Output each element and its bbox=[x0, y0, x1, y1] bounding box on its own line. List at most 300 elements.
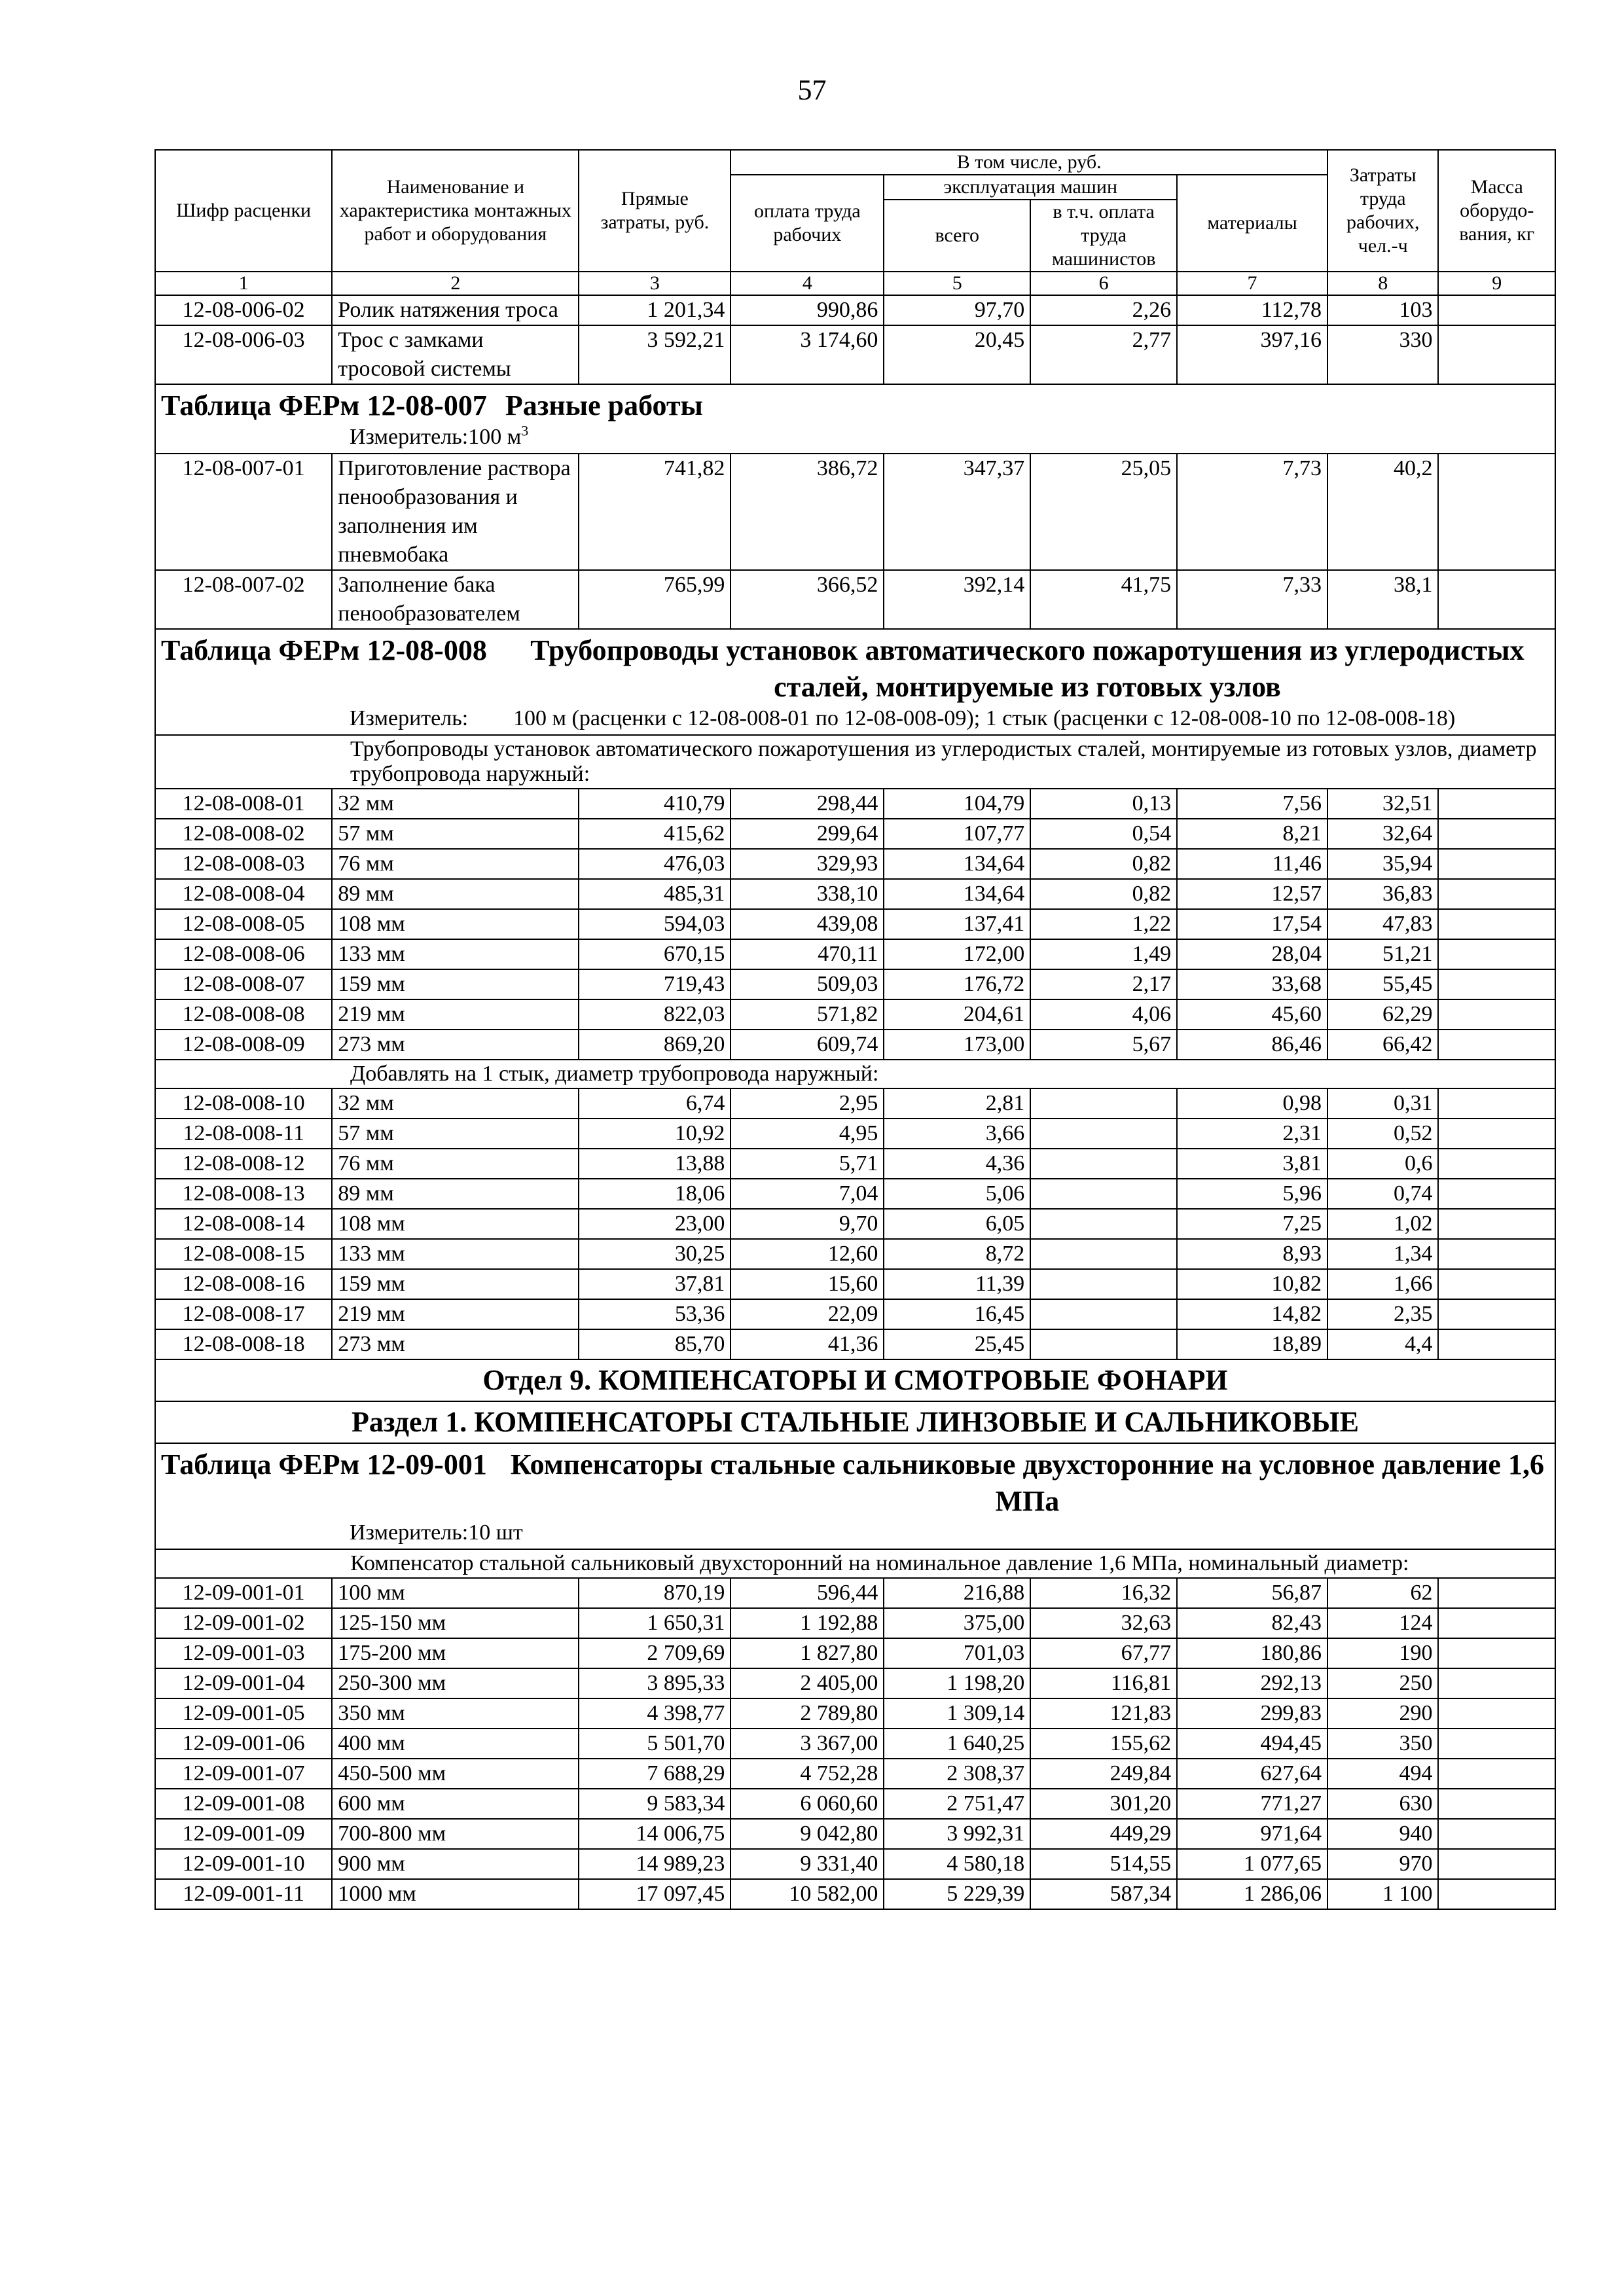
labor-pay-cell: 366,52 bbox=[731, 570, 884, 629]
work-name-cell: Заполнение бака пенообразователем bbox=[332, 570, 579, 629]
work-name-cell: 273 мм bbox=[332, 1030, 579, 1060]
work-name-cell: 450-500 мм bbox=[332, 1759, 579, 1789]
labor-pay-cell: 3 367,00 bbox=[731, 1729, 884, 1759]
rate-code-cell: 12-09-001-05 bbox=[155, 1698, 332, 1729]
labor-hours-cell: 1,34 bbox=[1327, 1239, 1438, 1269]
materials-cost-cell: 180,86 bbox=[1177, 1638, 1327, 1668]
labor-hours-cell: 290 bbox=[1327, 1698, 1438, 1729]
work-name-cell: 32 мм bbox=[332, 789, 579, 819]
header-labor-cost: Затраты труда рабочих, чел.-ч bbox=[1327, 150, 1438, 272]
equipment-mass-cell bbox=[1438, 1698, 1555, 1729]
labor-pay-cell: 298,44 bbox=[731, 789, 884, 819]
labor-hours-cell: 66,42 bbox=[1327, 1030, 1438, 1060]
materials-cost-cell: 771,27 bbox=[1177, 1789, 1327, 1819]
machinists-pay-cell bbox=[1030, 1149, 1177, 1179]
table-row bbox=[155, 1729, 1555, 1759]
labor-pay-cell: 7,04 bbox=[731, 1179, 884, 1209]
labor-hours-cell: 190 bbox=[1327, 1638, 1438, 1668]
header-name: Наименование и характеристика монтажных работ и оборудования bbox=[332, 150, 579, 272]
work-name-cell: Ролик натяжения троса bbox=[332, 295, 579, 325]
col-number: 1 bbox=[155, 272, 332, 295]
labor-pay-cell: 2 405,00 bbox=[731, 1668, 884, 1698]
equipment-mass-cell bbox=[1438, 1849, 1555, 1879]
machines-cost-cell: 347,37 bbox=[884, 454, 1030, 570]
machinists-pay-cell: 41,75 bbox=[1030, 570, 1177, 629]
machinists-pay-cell: 0,54 bbox=[1030, 819, 1177, 849]
col-number: 6 bbox=[1030, 272, 1177, 295]
machinists-pay-cell: 5,67 bbox=[1030, 1030, 1177, 1060]
table-12-09-001 bbox=[155, 1443, 1555, 1578]
rate-code-cell: 12-08-008-06 bbox=[155, 939, 332, 969]
machines-cost-cell: 134,64 bbox=[884, 879, 1030, 909]
direct-cost-cell: 18,06 bbox=[579, 1179, 731, 1209]
measure-row bbox=[155, 1520, 1555, 1549]
machinists-pay-cell: 4,06 bbox=[1030, 999, 1177, 1030]
direct-cost-cell: 670,15 bbox=[579, 939, 731, 969]
materials-cost-cell: 0,98 bbox=[1177, 1088, 1327, 1119]
machines-cost-cell: 16,45 bbox=[884, 1299, 1030, 1329]
table-title: Разные работы bbox=[505, 389, 703, 422]
table-row bbox=[155, 1638, 1555, 1668]
materials-cost-cell: 1 077,65 bbox=[1177, 1849, 1327, 1879]
machines-cost-cell: 375,00 bbox=[884, 1608, 1030, 1638]
machines-cost-cell: 2,81 bbox=[884, 1088, 1030, 1119]
direct-cost-cell: 5 501,70 bbox=[579, 1729, 731, 1759]
table-row bbox=[155, 909, 1555, 939]
materials-cost-cell: 7,56 bbox=[1177, 789, 1327, 819]
machinists-pay-cell: 116,81 bbox=[1030, 1668, 1177, 1698]
labor-pay-cell: 22,09 bbox=[731, 1299, 884, 1329]
table-row bbox=[155, 819, 1555, 849]
direct-cost-cell: 3 895,33 bbox=[579, 1668, 731, 1698]
rows-12-08-007 bbox=[155, 454, 1555, 629]
machinists-pay-cell: 301,20 bbox=[1030, 1789, 1177, 1819]
table-row bbox=[155, 1179, 1555, 1209]
machines-cost-cell: 1 198,20 bbox=[884, 1668, 1030, 1698]
equipment-mass-cell bbox=[1438, 999, 1555, 1030]
materials-cost-cell: 18,89 bbox=[1177, 1329, 1327, 1359]
group-description-row bbox=[155, 735, 1555, 789]
labor-hours-cell: 940 bbox=[1327, 1819, 1438, 1849]
table-title: Трубопроводы установок автоматического пожаротушения из углеродистых сталей, монтируемые из готовых узлов bbox=[530, 634, 1525, 703]
machines-cost-cell: 5,06 bbox=[884, 1179, 1030, 1209]
table-row bbox=[155, 1879, 1555, 1909]
labor-hours-cell: 4,4 bbox=[1327, 1329, 1438, 1359]
table-row bbox=[155, 999, 1555, 1030]
work-name-cell: 350 мм bbox=[332, 1698, 579, 1729]
direct-cost-cell: 3 592,21 bbox=[579, 325, 731, 384]
rate-code-cell: 12-08-008-18 bbox=[155, 1329, 332, 1359]
direct-cost-cell: 719,43 bbox=[579, 969, 731, 999]
equipment-mass-cell bbox=[1438, 909, 1555, 939]
direct-cost-cell: 741,82 bbox=[579, 454, 731, 570]
equipment-mass-cell bbox=[1438, 789, 1555, 819]
machines-cost-cell: 2 751,47 bbox=[884, 1789, 1030, 1819]
equipment-mass-cell bbox=[1438, 1668, 1555, 1698]
measure-label: Измеритель: bbox=[350, 1520, 469, 1545]
direct-cost-cell: 1 650,31 bbox=[579, 1608, 731, 1638]
machinists-pay-cell bbox=[1030, 1269, 1177, 1299]
machinists-pay-cell bbox=[1030, 1299, 1177, 1329]
rate-code-cell: 12-09-001-01 bbox=[155, 1578, 332, 1608]
machines-cost-cell: 11,39 bbox=[884, 1269, 1030, 1299]
materials-cost-cell: 7,73 bbox=[1177, 454, 1327, 570]
labor-pay-cell: 386,72 bbox=[731, 454, 884, 570]
header-machines: эксплуатация машин bbox=[884, 175, 1177, 200]
rate-code-cell: 12-08-008-03 bbox=[155, 849, 332, 879]
measure-value: 100 м (расценки с 12-08-008-01 по 12-08-008-09); 1 стык (расценки с 12-08-008-10 по 12-08-008-18) bbox=[513, 706, 1456, 730]
labor-hours-cell: 32,64 bbox=[1327, 819, 1438, 849]
machinists-pay-cell bbox=[1030, 1329, 1177, 1359]
work-name-cell: 108 мм bbox=[332, 1209, 579, 1239]
work-name-cell: 1000 мм bbox=[332, 1879, 579, 1909]
labor-hours-cell: 36,83 bbox=[1327, 879, 1438, 909]
header-machinists-pay: в т.ч. оплата труда машинистов bbox=[1030, 200, 1177, 272]
equipment-mass-cell bbox=[1438, 1269, 1555, 1299]
equipment-mass-cell bbox=[1438, 849, 1555, 879]
machinists-pay-cell: 2,77 bbox=[1030, 325, 1177, 384]
work-name-cell: 159 мм bbox=[332, 1269, 579, 1299]
equipment-mass-cell bbox=[1438, 939, 1555, 969]
machines-cost-cell: 134,64 bbox=[884, 849, 1030, 879]
table-row bbox=[155, 1030, 1555, 1060]
materials-cost-cell: 7,25 bbox=[1177, 1209, 1327, 1239]
direct-cost-cell: 1 201,34 bbox=[579, 295, 731, 325]
header-direct: Прямые затраты, руб. bbox=[579, 150, 731, 272]
materials-cost-cell: 10,82 bbox=[1177, 1269, 1327, 1299]
table-row bbox=[155, 789, 1555, 819]
work-name-cell: 89 мм bbox=[332, 879, 579, 909]
labor-pay-cell: 1 192,88 bbox=[731, 1608, 884, 1638]
table-row bbox=[155, 1209, 1555, 1239]
work-name-cell: 89 мм bbox=[332, 1179, 579, 1209]
rate-code-cell: 12-08-008-07 bbox=[155, 969, 332, 999]
measure-label: Измеритель: bbox=[350, 425, 469, 449]
rate-code-cell: 12-08-007-01 bbox=[155, 454, 332, 570]
labor-pay-cell: 9 331,40 bbox=[731, 1849, 884, 1879]
machines-cost-cell: 216,88 bbox=[884, 1578, 1030, 1608]
materials-cost-cell: 8,93 bbox=[1177, 1239, 1327, 1269]
table-row bbox=[155, 1668, 1555, 1698]
machinists-pay-cell: 249,84 bbox=[1030, 1759, 1177, 1789]
machines-cost-cell: 97,70 bbox=[884, 295, 1030, 325]
direct-cost-cell: 6,74 bbox=[579, 1088, 731, 1119]
machines-cost-cell: 172,00 bbox=[884, 939, 1030, 969]
labor-hours-cell: 0,31 bbox=[1327, 1088, 1438, 1119]
equipment-mass-cell bbox=[1438, 969, 1555, 999]
equipment-mass-cell bbox=[1438, 1030, 1555, 1060]
header-mass: Масса оборудо-вания, кг bbox=[1438, 150, 1555, 272]
materials-cost-cell: 627,64 bbox=[1177, 1759, 1327, 1789]
rate-code-cell: 12-09-001-08 bbox=[155, 1789, 332, 1819]
work-name-cell: 57 мм bbox=[332, 1119, 579, 1149]
rate-code-cell: 12-08-008-01 bbox=[155, 789, 332, 819]
direct-cost-cell: 7 688,29 bbox=[579, 1759, 731, 1789]
table-code: Таблица ФЕРм 12-08-007 bbox=[161, 389, 487, 422]
labor-hours-cell: 250 bbox=[1327, 1668, 1438, 1698]
materials-cost-cell: 299,83 bbox=[1177, 1698, 1327, 1729]
direct-cost-cell: 30,25 bbox=[579, 1239, 731, 1269]
work-name-cell: 600 мм bbox=[332, 1789, 579, 1819]
direct-cost-cell: 485,31 bbox=[579, 879, 731, 909]
labor-hours-cell: 40,2 bbox=[1327, 454, 1438, 570]
rate-code-cell: 12-08-008-09 bbox=[155, 1030, 332, 1060]
machines-cost-cell: 25,45 bbox=[884, 1329, 1030, 1359]
measure-unit-exponent: 3 bbox=[521, 424, 529, 439]
labor-hours-cell: 51,21 bbox=[1327, 939, 1438, 969]
rate-code-cell: 12-09-001-07 bbox=[155, 1759, 332, 1789]
machinists-pay-cell: 67,77 bbox=[1030, 1638, 1177, 1668]
equipment-mass-cell bbox=[1438, 325, 1555, 384]
equipment-mass-cell bbox=[1438, 295, 1555, 325]
materials-cost-cell: 33,68 bbox=[1177, 969, 1327, 999]
table-row bbox=[155, 295, 1555, 325]
labor-hours-cell: 0,6 bbox=[1327, 1149, 1438, 1179]
machines-cost-cell: 204,61 bbox=[884, 999, 1030, 1030]
labor-pay-cell: 9,70 bbox=[731, 1209, 884, 1239]
equipment-mass-cell bbox=[1438, 454, 1555, 570]
materials-cost-cell: 45,60 bbox=[1177, 999, 1327, 1030]
machinists-pay-cell: 514,55 bbox=[1030, 1849, 1177, 1879]
work-name-cell: 57 мм bbox=[332, 819, 579, 849]
labor-hours-cell: 103 bbox=[1327, 295, 1438, 325]
direct-cost-cell: 765,99 bbox=[579, 570, 731, 629]
labor-hours-cell: 0,74 bbox=[1327, 1179, 1438, 1209]
machines-cost-cell: 137,41 bbox=[884, 909, 1030, 939]
labor-pay-cell: 10 582,00 bbox=[731, 1879, 884, 1909]
equipment-mass-cell bbox=[1438, 1149, 1555, 1179]
machinists-pay-cell bbox=[1030, 1088, 1177, 1119]
machines-cost-cell: 4,36 bbox=[884, 1149, 1030, 1179]
table-row bbox=[155, 1698, 1555, 1729]
machines-cost-cell: 392,14 bbox=[884, 570, 1030, 629]
table-code: Таблица ФЕРм 12-09-001 bbox=[161, 1448, 487, 1480]
direct-cost-cell: 594,03 bbox=[579, 909, 731, 939]
measure-row bbox=[155, 424, 1555, 454]
materials-cost-cell: 86,46 bbox=[1177, 1030, 1327, 1060]
materials-cost-cell: 971,64 bbox=[1177, 1819, 1327, 1849]
rate-code-cell: 12-08-008-14 bbox=[155, 1209, 332, 1239]
labor-hours-cell: 350 bbox=[1327, 1729, 1438, 1759]
table-12-08-007 bbox=[155, 384, 1555, 454]
equipment-mass-cell bbox=[1438, 1209, 1555, 1239]
materials-cost-cell: 112,78 bbox=[1177, 295, 1327, 325]
machines-cost-cell: 8,72 bbox=[884, 1239, 1030, 1269]
work-name-cell: 219 мм bbox=[332, 999, 579, 1030]
rate-code-cell: 12-08-008-17 bbox=[155, 1299, 332, 1329]
equipment-mass-cell bbox=[1438, 1179, 1555, 1209]
labor-pay-cell: 2,95 bbox=[731, 1088, 884, 1119]
table-row bbox=[155, 1819, 1555, 1849]
machines-cost-cell: 2 308,37 bbox=[884, 1759, 1030, 1789]
rate-code-cell: 12-09-001-02 bbox=[155, 1608, 332, 1638]
col-number: 8 bbox=[1327, 272, 1438, 295]
work-name-cell: Трос с замками тросовой системы bbox=[332, 325, 579, 384]
machinists-pay-cell: 0,13 bbox=[1030, 789, 1177, 819]
work-name-cell: Приготовление раствора пенообразования и заполнения им пневмобака bbox=[332, 454, 579, 570]
materials-cost-cell: 1 286,06 bbox=[1177, 1879, 1327, 1909]
group-description-row bbox=[155, 1549, 1555, 1578]
materials-cost-cell: 14,82 bbox=[1177, 1299, 1327, 1329]
rate-code-cell: 12-09-001-10 bbox=[155, 1849, 332, 1879]
equipment-mass-cell bbox=[1438, 1239, 1555, 1269]
rate-code-cell: 12-09-001-03 bbox=[155, 1638, 332, 1668]
machines-cost-cell: 5 229,39 bbox=[884, 1879, 1030, 1909]
direct-cost-cell: 10,92 bbox=[579, 1119, 731, 1149]
table-row bbox=[155, 570, 1555, 629]
work-name-cell: 250-300 мм bbox=[332, 1668, 579, 1698]
equipment-mass-cell bbox=[1438, 1578, 1555, 1608]
machinists-pay-cell: 155,62 bbox=[1030, 1729, 1177, 1759]
labor-hours-cell: 62 bbox=[1327, 1578, 1438, 1608]
table-code: Таблица ФЕРм 12-08-008 bbox=[161, 634, 487, 666]
table-row bbox=[155, 1759, 1555, 1789]
rows-12-09-001 bbox=[155, 1578, 1555, 1909]
table-title-row bbox=[155, 384, 1555, 424]
labor-hours-cell: 2,35 bbox=[1327, 1299, 1438, 1329]
labor-hours-cell: 47,83 bbox=[1327, 909, 1438, 939]
materials-cost-cell: 12,57 bbox=[1177, 879, 1327, 909]
work-name-cell: 219 мм bbox=[332, 1299, 579, 1329]
direct-cost-cell: 415,62 bbox=[579, 819, 731, 849]
machines-cost-cell: 1 309,14 bbox=[884, 1698, 1030, 1729]
col-number: 2 bbox=[332, 272, 579, 295]
measure-value: 10 шт bbox=[468, 1520, 523, 1545]
work-name-cell: 100 мм bbox=[332, 1578, 579, 1608]
rate-code-cell: 12-09-001-09 bbox=[155, 1819, 332, 1849]
equipment-mass-cell bbox=[1438, 570, 1555, 629]
header-materials: материалы bbox=[1177, 175, 1327, 272]
rate-code-cell: 12-09-001-06 bbox=[155, 1729, 332, 1759]
measure-value bbox=[468, 424, 1549, 450]
machinists-pay-cell: 2,17 bbox=[1030, 969, 1177, 999]
direct-cost-cell: 2 709,69 bbox=[579, 1638, 731, 1668]
machines-cost-cell: 6,05 bbox=[884, 1209, 1030, 1239]
table-header bbox=[155, 150, 1555, 295]
materials-cost-cell: 3,81 bbox=[1177, 1149, 1327, 1179]
labor-hours-cell: 35,94 bbox=[1327, 849, 1438, 879]
labor-pay-cell: 3 174,60 bbox=[731, 325, 884, 384]
labor-hours-cell: 0,52 bbox=[1327, 1119, 1438, 1149]
group-description: Трубопроводы установок автоматического пожаротушения из углеродистых сталей, монтируемые из готовых узлов, диаметр трубопровода наружный: bbox=[155, 735, 1555, 789]
materials-cost-cell: 28,04 bbox=[1177, 939, 1327, 969]
header-code: Шифр расценки bbox=[155, 150, 332, 272]
work-name-cell: 76 мм bbox=[332, 849, 579, 879]
machinists-pay-cell: 121,83 bbox=[1030, 1698, 1177, 1729]
rate-code-cell: 12-08-008-15 bbox=[155, 1239, 332, 1269]
table-title: Компенсаторы стальные сальниковые двухсторонние на условное давление 1,6 МПа bbox=[510, 1448, 1544, 1517]
equipment-mass-cell bbox=[1438, 1819, 1555, 1849]
labor-hours-cell: 55,45 bbox=[1327, 969, 1438, 999]
column-numbers-row bbox=[155, 272, 1555, 295]
machinists-pay-cell: 32,63 bbox=[1030, 1608, 1177, 1638]
direct-cost-cell: 9 583,34 bbox=[579, 1789, 731, 1819]
machines-cost-cell: 176,72 bbox=[884, 969, 1030, 999]
labor-pay-cell: 41,36 bbox=[731, 1329, 884, 1359]
equipment-mass-cell bbox=[1438, 1638, 1555, 1668]
col-number: 4 bbox=[731, 272, 884, 295]
machines-cost-cell: 4 580,18 bbox=[884, 1849, 1030, 1879]
materials-cost-cell: 17,54 bbox=[1177, 909, 1327, 939]
materials-cost-cell: 11,46 bbox=[1177, 849, 1327, 879]
labor-pay-cell: 4 752,28 bbox=[731, 1759, 884, 1789]
materials-cost-cell: 56,87 bbox=[1177, 1578, 1327, 1608]
direct-cost-cell: 13,88 bbox=[579, 1149, 731, 1179]
work-name-cell: 273 мм bbox=[332, 1329, 579, 1359]
direct-cost-cell: 822,03 bbox=[579, 999, 731, 1030]
header-labor-pay: оплата труда рабочих bbox=[731, 175, 884, 272]
materials-cost-cell: 292,13 bbox=[1177, 1668, 1327, 1698]
labor-pay-cell: 4,95 bbox=[731, 1119, 884, 1149]
table-title-row bbox=[155, 629, 1555, 706]
table-row bbox=[155, 1789, 1555, 1819]
labor-hours-cell: 494 bbox=[1327, 1759, 1438, 1789]
direct-cost-cell: 17 097,45 bbox=[579, 1879, 731, 1909]
direct-cost-cell: 870,19 bbox=[579, 1578, 731, 1608]
direct-cost-cell: 85,70 bbox=[579, 1329, 731, 1359]
machinists-pay-cell bbox=[1030, 1179, 1177, 1209]
group-description: Компенсатор стальной сальниковый двухсторонний на номинальное давление 1,6 МПа, номинальный диаметр: bbox=[155, 1549, 1555, 1578]
work-name-cell: 32 мм bbox=[332, 1088, 579, 1119]
work-name-cell: 76 мм bbox=[332, 1149, 579, 1179]
machinists-pay-cell: 1,22 bbox=[1030, 909, 1177, 939]
labor-pay-cell: 15,60 bbox=[731, 1269, 884, 1299]
labor-hours-cell: 330 bbox=[1327, 325, 1438, 384]
equipment-mass-cell bbox=[1438, 1119, 1555, 1149]
rows-12-08-006 bbox=[155, 295, 1555, 384]
work-name-cell: 175-200 мм bbox=[332, 1638, 579, 1668]
labor-pay-cell: 299,64 bbox=[731, 819, 884, 849]
machines-cost-cell: 173,00 bbox=[884, 1030, 1030, 1060]
labor-hours-cell: 32,51 bbox=[1327, 789, 1438, 819]
machinists-pay-cell: 25,05 bbox=[1030, 454, 1177, 570]
rate-code-cell: 12-08-008-08 bbox=[155, 999, 332, 1030]
rows-12-08-008-pipes bbox=[155, 789, 1555, 1060]
direct-cost-cell: 410,79 bbox=[579, 789, 731, 819]
direct-cost-cell: 23,00 bbox=[579, 1209, 731, 1239]
materials-cost-cell: 397,16 bbox=[1177, 325, 1327, 384]
materials-cost-cell: 82,43 bbox=[1177, 1608, 1327, 1638]
table-row bbox=[155, 1608, 1555, 1638]
labor-pay-cell: 609,74 bbox=[731, 1030, 884, 1060]
machinists-pay-cell bbox=[1030, 1119, 1177, 1149]
machinists-pay-cell: 0,82 bbox=[1030, 849, 1177, 879]
table-row bbox=[155, 849, 1555, 879]
labor-pay-cell: 990,86 bbox=[731, 295, 884, 325]
table-12-08-008 bbox=[155, 629, 1555, 789]
work-name-cell: 159 мм bbox=[332, 969, 579, 999]
materials-cost-cell: 8,21 bbox=[1177, 819, 1327, 849]
direct-cost-cell: 14 989,23 bbox=[579, 1849, 731, 1879]
work-name-cell: 108 мм bbox=[332, 909, 579, 939]
section-row bbox=[155, 1401, 1555, 1443]
direct-cost-cell: 37,81 bbox=[579, 1269, 731, 1299]
machinists-pay-cell bbox=[1030, 1209, 1177, 1239]
table-title-row bbox=[155, 1443, 1555, 1520]
direct-cost-cell: 4 398,77 bbox=[579, 1698, 731, 1729]
machines-cost-cell: 107,77 bbox=[884, 819, 1030, 849]
machinists-pay-cell: 2,26 bbox=[1030, 295, 1177, 325]
equipment-mass-cell bbox=[1438, 1879, 1555, 1909]
equipment-mass-cell bbox=[1438, 1329, 1555, 1359]
work-name-cell: 125-150 мм bbox=[332, 1608, 579, 1638]
labor-hours-cell: 1 100 bbox=[1327, 1879, 1438, 1909]
col-number: 7 bbox=[1177, 272, 1327, 295]
group-description-row bbox=[155, 1060, 1555, 1088]
rate-code-cell: 12-09-001-11 bbox=[155, 1879, 332, 1909]
section-headings bbox=[155, 1359, 1555, 1443]
labor-pay-cell: 12,60 bbox=[731, 1239, 884, 1269]
